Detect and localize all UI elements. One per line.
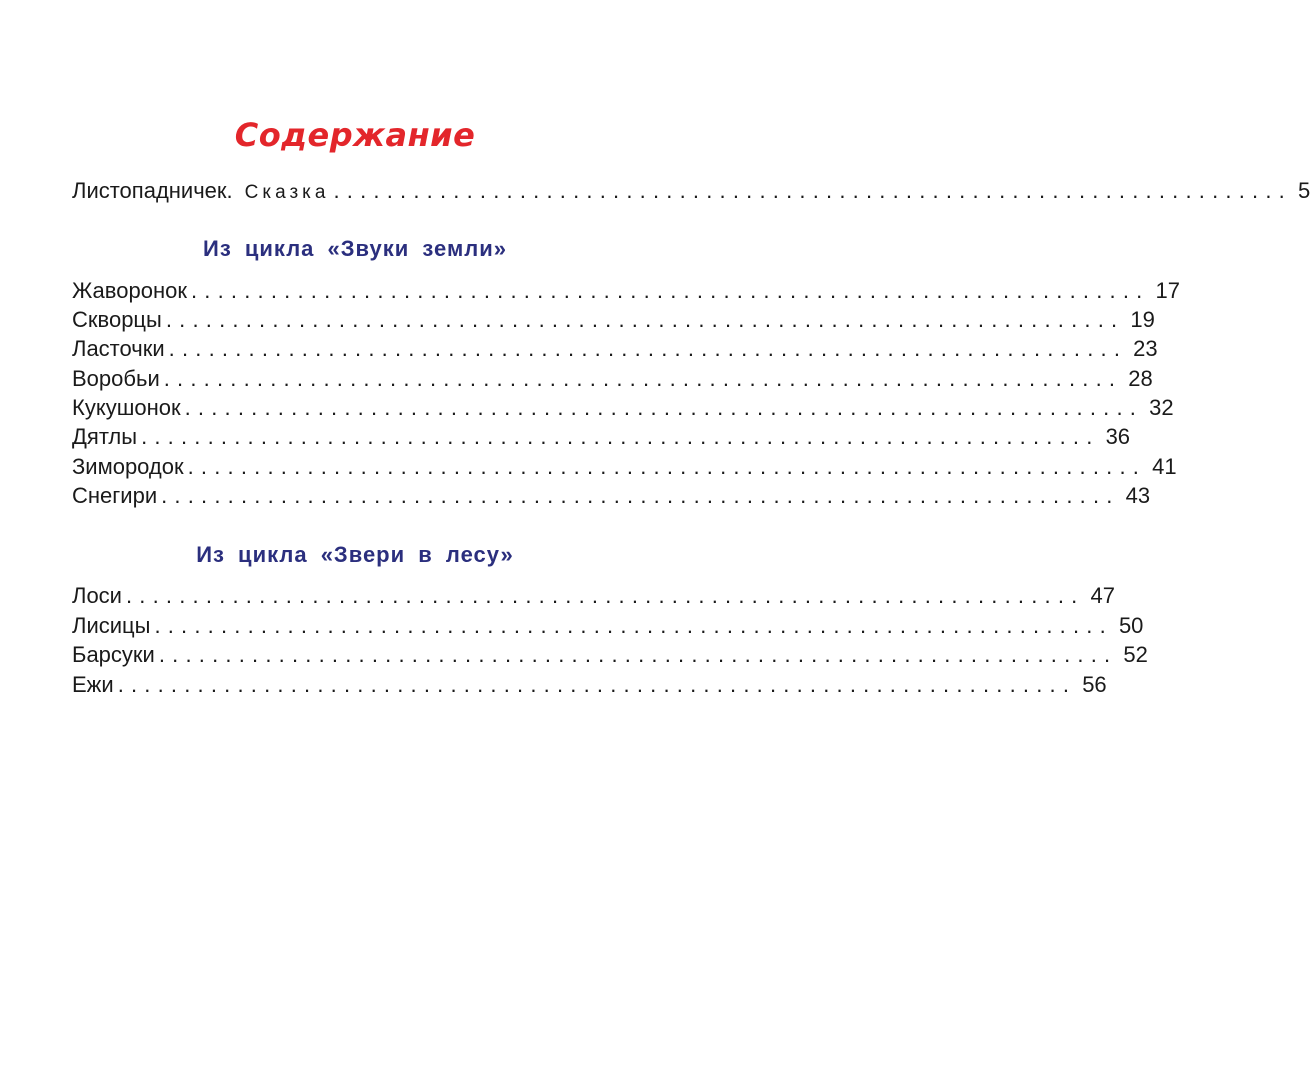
toc-entry-title: Барсуки (72, 642, 155, 667)
toc-entry-page: 28 (1128, 366, 1153, 391)
toc-entry-title: Ежи (72, 672, 114, 697)
toc-entry[interactable] (72, 611, 1144, 641)
dot-leader: ........................................................................ (333, 178, 1292, 203)
dot-leader: ........................................................................ (187, 454, 1147, 479)
toc-entry-subtitle: Сказка (244, 182, 330, 203)
dot-leader: ........................................................................ (184, 395, 1144, 420)
toc-entry-title: Дятлы (72, 424, 138, 449)
dot-leader: ........................................................................ (141, 424, 1100, 449)
toc-entry[interactable] (72, 670, 1107, 700)
toc-entry[interactable] (72, 393, 1174, 423)
toc-entry-intro[interactable] (72, 176, 1310, 206)
toc-entry-title: Ласточки (72, 336, 165, 361)
toc-entry[interactable] (72, 305, 1155, 335)
toc-entry-title: Воробьи (72, 366, 160, 391)
page-title: Содержание (234, 116, 476, 154)
toc-entry-page: 50 (1118, 613, 1144, 638)
dot-leader: ........................................................................ (154, 613, 1113, 638)
toc-entry[interactable] (72, 334, 1158, 364)
toc-entry[interactable] (72, 276, 1180, 306)
toc-entry-page: 19 (1130, 307, 1155, 332)
dot-leader: ........................................................................ (161, 483, 1120, 508)
dot-leader: ........................................................................ (165, 307, 1125, 332)
toc-entry-page: 52 (1123, 642, 1148, 667)
toc-entry-page: 41 (1152, 454, 1177, 479)
toc-entry-page: 5 (1297, 178, 1310, 203)
toc-entry-page: 36 (1105, 424, 1131, 449)
toc-entry[interactable] (72, 452, 1177, 482)
toc-entry-title: Листопадничек. (72, 178, 233, 203)
toc-entry-title: Кукушонок (72, 395, 181, 420)
toc-entry-title: Скворцы (72, 307, 162, 332)
toc-entry[interactable] (72, 640, 1148, 670)
toc-entry-title: Снегири (72, 483, 158, 508)
section-header-forest: Из цикла «Звери в лесу» (196, 542, 514, 567)
dot-leader: ........................................................................ (190, 278, 1150, 303)
toc-entry-title: Жаворонок (72, 278, 187, 303)
toc-entry-page: 43 (1125, 483, 1151, 508)
toc-entry-page: 47 (1090, 583, 1115, 608)
section-header-sounds: Из цикла «Звуки земли» (203, 236, 507, 261)
toc-entry-page: 23 (1133, 336, 1158, 361)
toc-entry-title: Лоси (72, 583, 122, 608)
toc-entry[interactable] (72, 364, 1153, 394)
toc-entry[interactable] (72, 581, 1115, 611)
toc-entry-page: 56 (1082, 672, 1107, 697)
toc-entry[interactable] (72, 422, 1131, 452)
toc-entry-title: Зимородок (72, 454, 184, 479)
dot-leader: ........................................................................ (168, 336, 1128, 361)
toc-entry-title: Лисицы (72, 613, 151, 638)
toc-entry-page: 17 (1155, 278, 1180, 303)
dot-leader: ........................................................................ (117, 672, 1077, 697)
dot-leader: ........................................................................ (163, 366, 1123, 391)
toc-entry-page: 32 (1149, 395, 1174, 420)
dot-leader: ........................................................................ (158, 642, 1118, 667)
dot-leader: ........................................................................ (125, 583, 1085, 608)
toc-entry[interactable] (72, 481, 1151, 511)
